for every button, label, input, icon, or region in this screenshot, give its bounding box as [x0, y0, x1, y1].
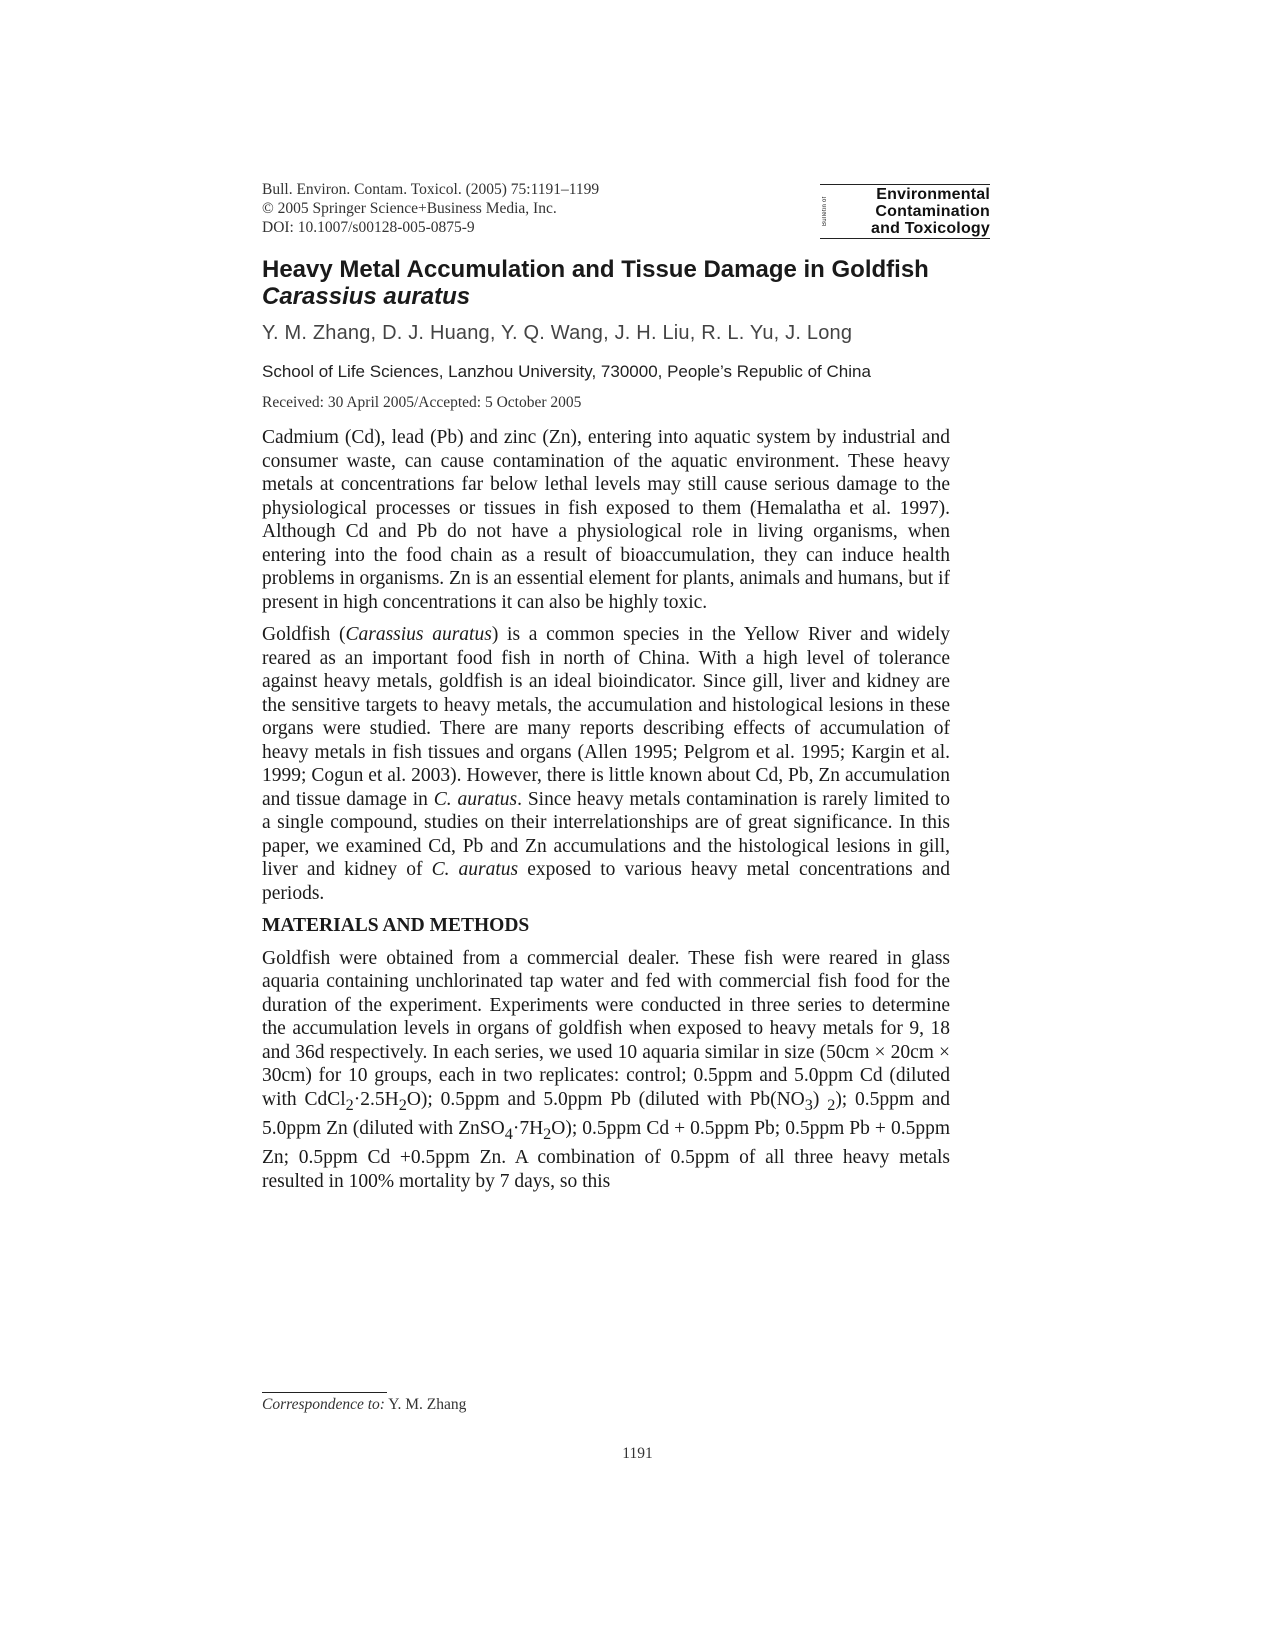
- body-text: [262, 426, 950, 1202]
- logo-line-1: Environmental: [876, 186, 990, 203]
- text-run: ·7H: [512, 1117, 544, 1139]
- logo-side-text: Bulletin of: [822, 196, 828, 227]
- text-run: ) is a common species in the Yellow River and widely reared as an important food fish in north of China. With a high level of tolerance against heavy metals, goldfish is an ideal bioindicator. Since gill, liver and kidney are the sensitive targets to heavy metals, the accumulation and histological lesions in these organs were studied. There are many reports describing effects of accumulation of heavy metals in fish tissues and organs (Allen 1995; Pelgrom et al. 1995; Kargin et al. 1999; Cogun et al. 2003). However, there is little known about Cd, Pb, Zn accumulation and tissue damage in: [262, 624, 950, 810]
- footnote-name: Y. M. Zhang: [384, 1396, 467, 1413]
- species-name: C. auratus: [431, 859, 519, 880]
- affiliation: School of Life Sciences, Lanzhou University, 730000, People’s Republic of China: [262, 362, 871, 381]
- journal-logo: [820, 184, 990, 239]
- subscript: 3: [804, 1095, 813, 1114]
- section-heading: MATERIALS AND METHODS: [262, 915, 530, 936]
- doi: DOI: 10.1007/s00128-005-0875-9: [262, 219, 475, 236]
- logo-line-3: and Toxicology: [871, 220, 990, 237]
- page-number: 1191: [622, 1445, 653, 1462]
- title-main: Heavy Metal Accumulation and Tissue Damage in Goldfish: [262, 256, 929, 283]
- logo-lines: [830, 186, 990, 237]
- species-name: C. auratus: [433, 788, 518, 810]
- authors: Y. M. Zhang, D. J. Huang, Y. Q. Wang, J. H. Liu, R. L. Yu, J. Long: [262, 322, 853, 344]
- text-run: ): [812, 1088, 828, 1110]
- text-run: Goldfish were obtained from a commercial dealer. These fish were reared in glass aquaria containing unchlorinated tap water and fed with commercial fish food for the duration of the experiment. Experiments were conducted in three series to determine the accumulation levels in organs of goldfish when exposed to heavy metals for 9, 18 and 36d respectively. In each series, we used 10 aquaria similar in size (50cm × 20cm × 30cm) for 10 groups, each in two replicates: control; 0.5ppm and 5.0ppm Cd (diluted with CdCl: [262, 947, 950, 1110]
- title-species: Carassius auratus: [262, 283, 471, 310]
- subscript: 2: [345, 1095, 354, 1114]
- logo-line-2: Contamination: [875, 203, 990, 220]
- text-run: ·2.5H: [353, 1088, 399, 1110]
- received-accepted-dates: Received: 30 April 2005/Accepted: 5 October 2005: [262, 394, 582, 411]
- paragraph-methods: [262, 947, 950, 1194]
- species-name: Carassius auratus: [345, 624, 492, 645]
- text-run: . Since heavy metals contamination is rarely limited to a single compound, studies on their interrelationships are of great significance. In this paper, we examined Cd, Pb and Zn accumulations and the histological lesions in gill, liver and kidney of: [262, 788, 950, 880]
- text-run: O); 0.5ppm Cd + 0.5ppm Pb; 0.5ppm Pb + 0.5ppm Zn; 0.5ppm Cd +0.5ppm Zn. A combination of 0.5ppm of all three heavy metals resulted in 100% mortality by 7 days, so this: [262, 1117, 950, 1192]
- subscript: 2: [398, 1095, 407, 1114]
- paragraph-goldfish: [262, 623, 950, 905]
- subscript: 4: [504, 1124, 513, 1143]
- text-run: O); 0.5ppm and 5.0ppm Pb (diluted with Pb(NO: [406, 1088, 805, 1110]
- subscript: 2: [543, 1124, 552, 1143]
- citation: Bull. Environ. Contam. Toxicol. (2005) 75:1191–1199: [262, 181, 600, 198]
- paragraph-intro: Cadmium (Cd), lead (Pb) and zinc (Zn), entering into aquatic system by industrial and consumer waste, can cause contamination of the aquatic environment. These heavy metals at concentrations far below lethal levels may still cause serious damage to the physiological processes or tissues in fish exposed to them (Hemalatha et al. 1997). Although Cd and Pb do not have a physiological role in living organisms, when entering into the food chain as a result of bioaccumulation, they can induce health problems in organisms. Zn is an essential element for plants, animals and humans, but if present in high concentrations it can also be highly toxic.: [262, 427, 950, 613]
- text-run: exposed to various heavy metal concentrations and periods.: [262, 859, 950, 904]
- text-run: Goldfish (: [262, 624, 346, 645]
- copyright: © 2005 Springer Science+Business Media, Inc.: [262, 200, 557, 217]
- paper-title: [262, 256, 1002, 310]
- footnote-label: Correspondence to:: [262, 1396, 385, 1413]
- journal-info: [262, 180, 599, 237]
- footnote: [262, 1396, 466, 1414]
- footnote-rule: [262, 1392, 387, 1393]
- subscript: 2: [827, 1095, 836, 1114]
- text-run: ); 0.5ppm and 5.0ppm Zn (diluted with ZnSO: [262, 1088, 950, 1139]
